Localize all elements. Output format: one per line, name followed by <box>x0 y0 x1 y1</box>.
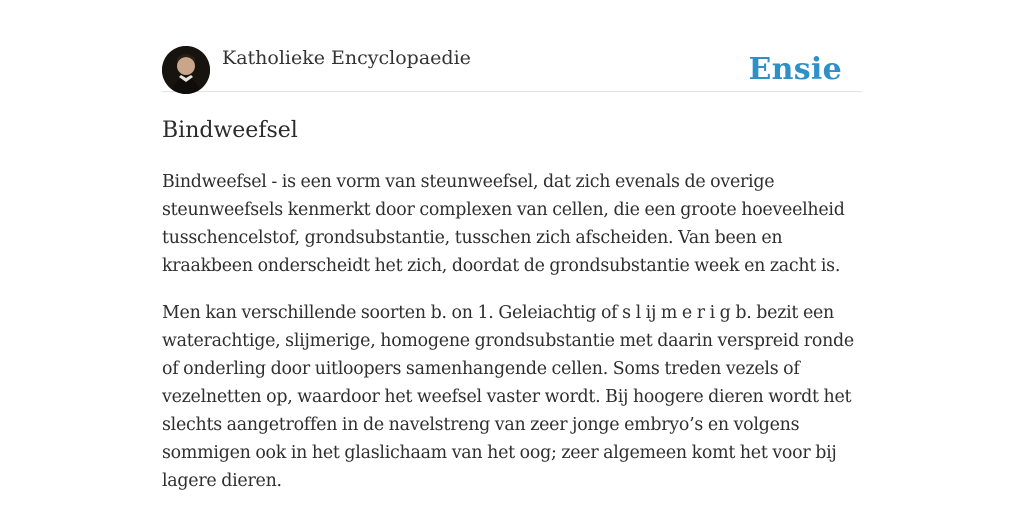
page-title: Bindweefsel <box>162 118 298 143</box>
article-page <box>162 0 862 512</box>
site-header <box>162 0 862 92</box>
site-name[interactable]: Katholieke Encyclopaedie <box>222 47 471 69</box>
portrait-avatar-icon[interactable] <box>162 46 210 94</box>
brand-logo[interactable]: Ensie <box>748 52 842 87</box>
article-body <box>162 168 862 512</box>
paragraph: Men kan verschillende soorten b. on 1. Geleiachtig of s l ij m e r i g b. bezit een waterachtige, slijmerige, homogene grondsubstantie met daarin verspreid ronde of onderling door uitloopers samenhangende cellen. Soms treden vezels of vezelnetten op, waardoor het weefsel vaster wordt. Bij hoogere dieren wordt het slechts aangetroffen in de navelstreng van zeer jonge embryo’s en volgens sommigen ook in het glaslichaam van het oog; zeer algemeen komt het voor bij lagere dieren. <box>162 303 854 491</box>
paragraph: Bindweefsel - is een vorm van steunweefsel, dat zich evenals de overige steunweefsels kenmerkt door complexen van cellen, die een groote hoeveelheid tusschencelstof, grondsubstantie, tusschen zich afscheiden. Van been en kraakbeen onderscheidt het zich, doordat de grondsubstantie week en zacht is. <box>162 172 845 276</box>
